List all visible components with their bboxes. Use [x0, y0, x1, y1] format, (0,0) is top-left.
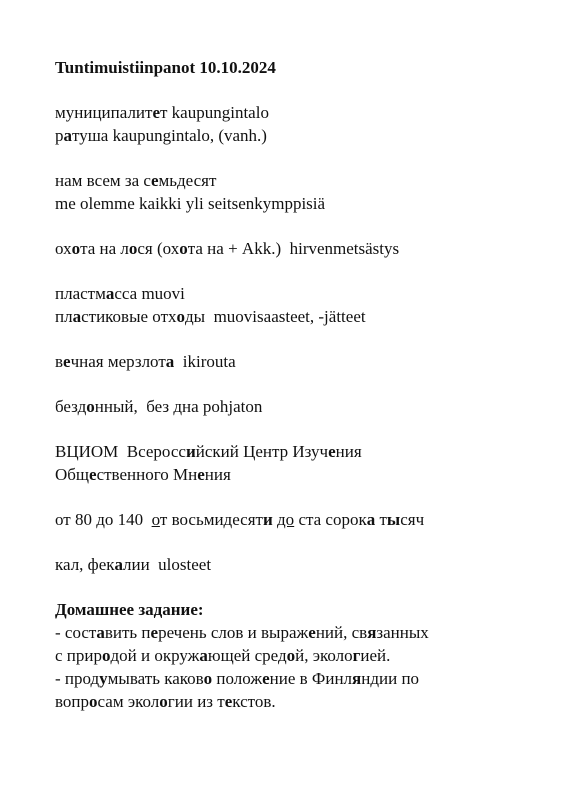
- text-run: ох: [55, 239, 72, 258]
- stressed-text: а: [114, 555, 123, 574]
- note-paragraph: [55, 440, 545, 486]
- stressed-text: а: [199, 646, 208, 665]
- note-line: [55, 305, 545, 328]
- note-line: [55, 101, 545, 124]
- text-run: й, эколо: [295, 646, 353, 665]
- stressed-text: Домашнее задание:: [55, 600, 204, 619]
- note-paragraph: [55, 237, 545, 260]
- note-line: [55, 621, 545, 644]
- paragraph-spacer: [55, 147, 545, 169]
- text-run: т kaupungintalo: [160, 103, 269, 122]
- stressed-text: е: [150, 171, 159, 190]
- note-line: [55, 282, 545, 305]
- text-run: ния: [335, 442, 362, 461]
- stressed-text: и: [185, 442, 196, 461]
- text-run: сяч: [400, 510, 425, 529]
- text-run: т восьмидесят: [159, 510, 263, 529]
- stressed-text: о: [71, 239, 81, 258]
- text-run: та на + Akk.) hirvenmetsästys: [187, 239, 400, 258]
- note-line: [55, 690, 545, 713]
- stressed-text: е: [197, 465, 205, 484]
- stressed-text: а: [72, 307, 82, 326]
- text-run: ста сорок: [294, 510, 367, 529]
- text-run: стиковые отх: [81, 307, 177, 326]
- note-paragraph: [55, 101, 545, 147]
- stressed-text: е: [63, 352, 71, 371]
- stressed-text: е: [262, 669, 270, 688]
- note-line: [55, 192, 545, 215]
- note-paragraph: [55, 350, 545, 373]
- note-line: [55, 508, 545, 531]
- text-run: me olemme kaikki yli seitsenkymppisiä: [55, 194, 326, 213]
- text-run: вопр: [55, 692, 90, 711]
- notes-blocks: [55, 101, 545, 713]
- text-run: кстов.: [232, 692, 276, 711]
- stressed-text: я: [352, 669, 362, 688]
- paragraph-spacer: [55, 260, 545, 282]
- text-run: безд: [55, 397, 87, 416]
- underlined-text: о: [151, 510, 160, 529]
- stressed-text: а: [105, 284, 115, 303]
- paragraph-spacer: [55, 328, 545, 350]
- paragraph-spacer: [55, 531, 545, 553]
- text-run: ией.: [360, 646, 391, 665]
- paragraph-spacer: [55, 576, 545, 598]
- stressed-text: о: [86, 397, 95, 416]
- text-run: ющей сред: [207, 646, 287, 665]
- text-run: лии ulosteet: [123, 555, 212, 574]
- text-run: пл: [55, 307, 73, 326]
- notes-content: [55, 56, 545, 713]
- stressed-text: я: [367, 623, 377, 642]
- text-run: кал, фек: [55, 555, 115, 574]
- stressed-text: а: [96, 623, 105, 642]
- text-run: мьдесят: [158, 171, 217, 190]
- stressed-text: о: [128, 239, 138, 258]
- stressed-text: о: [203, 669, 213, 688]
- note-line: [55, 124, 545, 147]
- note-line: [55, 169, 545, 192]
- stressed-text: о: [102, 646, 111, 665]
- note-line: [55, 553, 545, 576]
- stressed-text: о: [176, 307, 186, 326]
- text-run: ся (ох: [137, 239, 180, 258]
- text-run: йский Центр Изуч: [195, 442, 329, 461]
- stressed-text: у: [99, 669, 108, 688]
- note-paragraph: [55, 508, 545, 531]
- stressed-text: е: [308, 623, 316, 642]
- note-line: [55, 598, 545, 621]
- note-paragraph: [55, 598, 545, 713]
- text-run: речень слов и выраж: [158, 623, 309, 642]
- text-run: дой и окруж: [110, 646, 200, 665]
- text-run: в: [55, 352, 64, 371]
- text-run: ндии по: [361, 669, 420, 688]
- stressed-text: е: [224, 692, 233, 711]
- stressed-text: е: [328, 442, 336, 461]
- stressed-text: о: [159, 692, 168, 711]
- text-run: р: [55, 126, 64, 145]
- note-line: [55, 237, 545, 260]
- text-run: пластм: [55, 284, 106, 303]
- note-line: [55, 395, 545, 418]
- text-run: от 80 до 140: [55, 510, 152, 529]
- note-paragraph: [55, 553, 545, 576]
- stressed-text: о: [89, 692, 98, 711]
- page-title: Tuntimuistiinpanot 10.10.2024: [55, 58, 276, 77]
- stressed-text: а: [165, 352, 175, 371]
- stressed-text: о: [286, 646, 296, 665]
- text-run: Общ: [55, 465, 90, 484]
- paragraph-spacer: [55, 418, 545, 440]
- text-run: ния: [204, 465, 231, 484]
- text-run: - сост: [55, 623, 97, 642]
- note-paragraph: [55, 282, 545, 328]
- text-run: полож: [212, 669, 263, 688]
- underlined-text: до: [277, 510, 295, 529]
- text-run: ственного Мн: [96, 465, 198, 484]
- text-run: - прод: [55, 669, 100, 688]
- stressed-text: е: [152, 103, 160, 122]
- note-line: [55, 644, 545, 667]
- stressed-text: а: [366, 510, 376, 529]
- note-line: [55, 440, 545, 463]
- stressed-text: ы: [386, 510, 401, 529]
- text-run: сам экол: [97, 692, 160, 711]
- text-run: нам всем за с: [55, 171, 151, 190]
- text-run: ды muovisaasteet, -jätteet: [185, 307, 366, 326]
- text-run: мывать каков: [107, 669, 204, 688]
- text-run: гии из т: [167, 692, 225, 711]
- stressed-text: и: [262, 510, 273, 529]
- note-paragraph: [55, 395, 545, 418]
- text-run: чная мерзлот: [70, 352, 166, 371]
- text-run: занных: [376, 623, 429, 642]
- stressed-text: е: [150, 623, 159, 642]
- text-run: вить п: [104, 623, 151, 642]
- note-paragraph: [55, 169, 545, 215]
- text-run: муниципалит: [55, 103, 153, 122]
- text-run: ВЦИОМ Всеросс: [55, 442, 186, 461]
- text-run: нный, без дна pohjaton: [94, 397, 263, 416]
- spacer: [55, 79, 545, 101]
- paragraph-spacer: [55, 215, 545, 237]
- stressed-text: г: [352, 646, 361, 665]
- text-run: ikirouta: [174, 352, 236, 371]
- text-run: сса muovi: [114, 284, 185, 303]
- note-line: [55, 667, 545, 690]
- note-line: [55, 350, 545, 373]
- text-run: ний, св: [315, 623, 368, 642]
- stressed-text: а: [63, 126, 72, 145]
- paragraph-spacer: [55, 373, 545, 395]
- stressed-text: е: [89, 465, 97, 484]
- note-line: [55, 463, 545, 486]
- stressed-text: о: [179, 239, 188, 258]
- text-run: туша kaupungintalo, (vanh.): [72, 126, 267, 145]
- text-run: ние в Финл: [269, 669, 353, 688]
- text-run: с прир: [55, 646, 102, 665]
- paragraph-spacer: [55, 486, 545, 508]
- text-run: та на л: [80, 239, 129, 258]
- text-run: т: [375, 510, 387, 529]
